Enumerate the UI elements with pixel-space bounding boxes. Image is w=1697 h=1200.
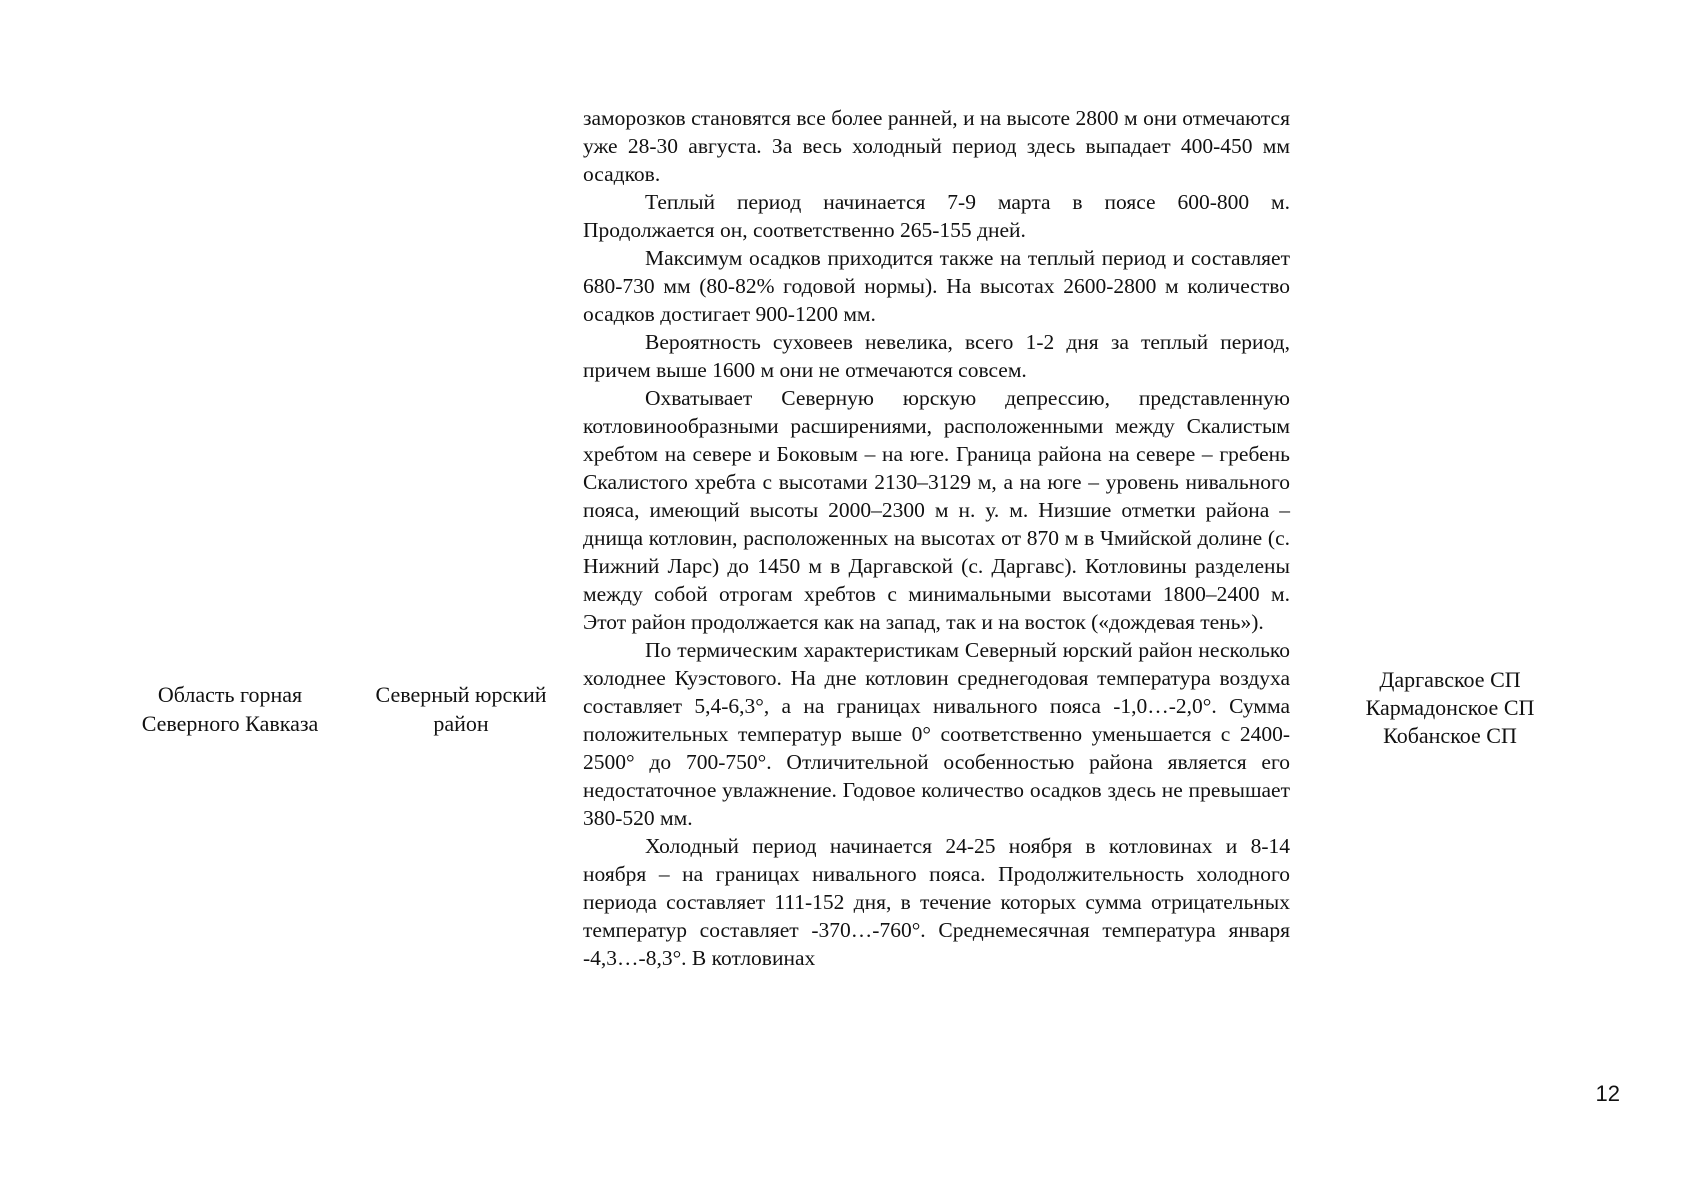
settlements-cell [1330, 666, 1570, 750]
settlement-item: Кармадонское СП [1365, 695, 1535, 720]
paragraph-continuation: заморозков становятся все более ранней, и на высоте 2800 м они отмечаются уже 28-30 августа. За весь холодный период здесь выпадает 400-450 мм осадков. [583, 106, 1290, 186]
page-number: 12 [1595, 1081, 1620, 1106]
paragraph-district-extent: Охватывает Северную юрскую депрессию, представленную котловинообразными расширениями, расположенными между Скалистым хребтом на севере и Боковым – на юге. Граница района на севере – гребень Скалистого хребта с высотами 2130–3129 м, а на юге – уровень нивального пояса, имеющий высоты 2000–2300 м н. у. м. Низшие отметки района – днища котловин, расположенных на высотах от 870 м в Чмийской долине (с. Нижний Ларс) до 1450 м в Даргавской (с. Даргавс). Котловины разделены между собой отрогам хребтов с минимальными высотами 1800–2400 м. Этот район продолжается как на запад, так и на восток («дождевая тень»). [583, 386, 1290, 634]
description-cell [583, 104, 1290, 972]
settlement-item: Даргавское СП [1379, 667, 1521, 692]
paragraph-dry-winds: Вероятность суховеев невелика, всего 1-2 дня за теплый период, причем выше 1600 м они не отмечаются совсем. [583, 330, 1290, 382]
settlement-item: Кобанское СП [1383, 723, 1517, 748]
paragraph-thermal: По термическим характеристикам Северный юрский район несколько холоднее Куэстового. На дне котловин среднегодовая температура воздуха составляет 5,4-6,3°, а на границах нивального пояса -1,0…-2,0°. Сумма положительных температур выше 0° соответственно уменьшается с 2400-2500° до 700-750°. Отличительной особенностью района является его недостаточное увлажнение. Годовое количество осадков здесь не превышает 380-520 мм. [583, 638, 1290, 830]
region-cell: Область горная Северного Кавказа [141, 682, 319, 736]
paragraph-warm-period: Теплый период начинается 7-9 марта в поясе 600-800 м. Продолжается он, соответственно 265-155 дней. [583, 190, 1290, 242]
district-cell: Северный юрский район [375, 682, 547, 736]
paragraph-cold-period: Холодный период начинается 24-25 ноября в котловинах и 8-14 ноября – на границах нивального пояса. Продолжительность холодного периода составляет 111-152 дня, в течение которых сумма отрицательных температур составляет -370…-760°. Среднемесячная температура января -4,3…-8,3°. В котловинах [583, 834, 1290, 970]
paragraph-precipitation-max: Максимум осадков приходится также на теплый период и составляет 680-730 мм (80-82% годовой нормы). На высотах 2600-2800 м количество осадков достигает 900-1200 мм. [583, 246, 1290, 326]
